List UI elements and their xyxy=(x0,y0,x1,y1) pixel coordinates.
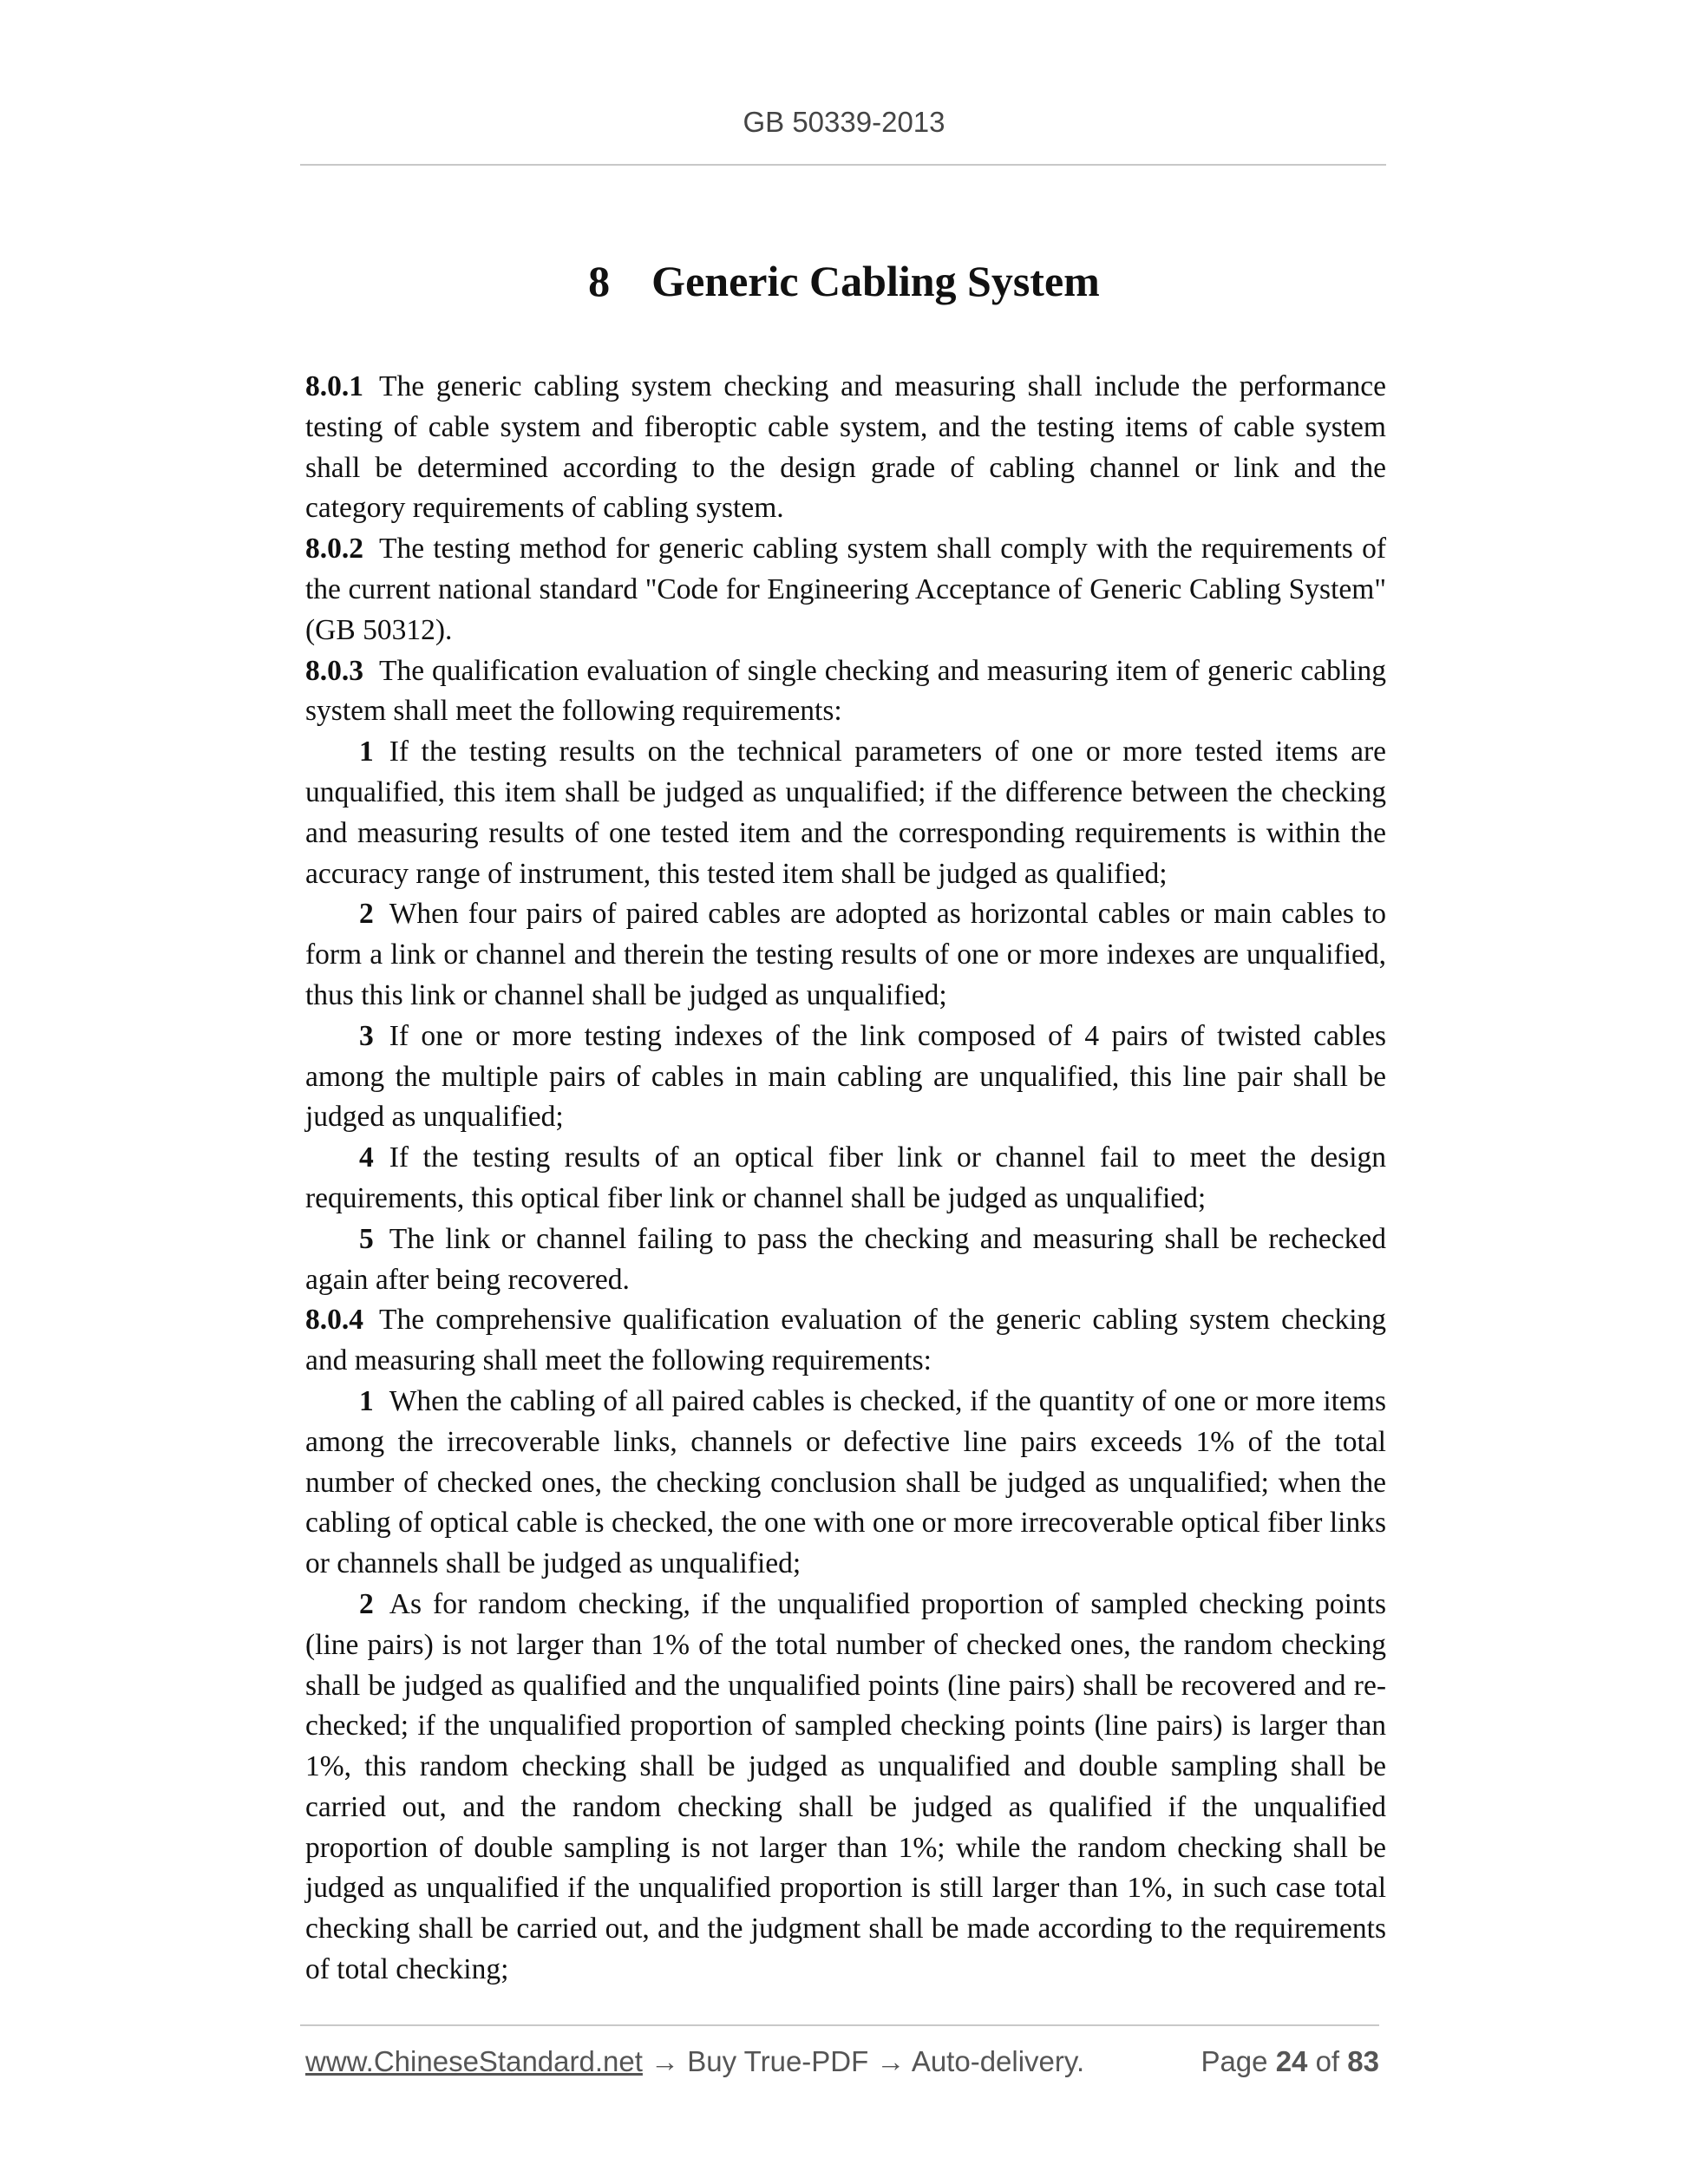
page-current: 24 xyxy=(1275,2045,1308,2077)
item-number: 4 xyxy=(359,1141,374,1174)
page-header xyxy=(0,106,1688,139)
document-id: GB 50339-2013 xyxy=(743,106,945,138)
item-text: As for random checking, if the unqualified proportion of sampled checking points (line pairs) is not larger than 1% of the total number of checked ones, the random checking shall be judged as qualified and the unqualified points (line pairs) shall be recovered and re-checked; if the unqualified proportion of sampled checking points (line pairs) is larger than 1%, this random checking shall be judged as unqualified and double sampling shall be carried out, and the random checking shall be judged as qualified if the unqualified proportion of double sampling is not larger than 1%; while the random checking shall be judged as unqualified if the unqualified proportion is still larger than 1%, in such case total checking shall be carried out, and the judgment shall be made according to the requirements of total checking; xyxy=(305,1587,1386,1986)
item-text: If the testing results on the technical parameters of one or more tested items are unqualified, this item shall be judged as unqualified; if the difference between the checking and measuring results of one tested item and the corresponding requirements is within the accuracy range of instrument, this tested item shall be judged as qualified; xyxy=(305,736,1386,890)
body-content xyxy=(305,367,1386,1991)
header-divider xyxy=(300,164,1386,166)
page-of: of xyxy=(1315,2045,1340,2077)
list-item xyxy=(305,1585,1386,1991)
list-item xyxy=(305,732,1386,894)
item-number: 2 xyxy=(359,1587,374,1620)
clause-number: 8.0.2 xyxy=(305,533,363,566)
clause-text: The qualification evaluation of single checking and measuring item of generic cabling system shall meet the following requirements: xyxy=(305,654,1386,728)
chapter-number: 8 xyxy=(588,257,611,305)
item-text: When the cabling of all paired cables is checked, if the quantity of one or more items among the irrecoverable links, channels or defective line pairs exceeds 1% of the total number of checked ones, the checking conclusion shall be judged as unqualified; when the cabling of optical cable is checked, the one with one or more irrecoverable optical fiber links or channels shall be judged as unqualified; xyxy=(305,1384,1386,1580)
list-item xyxy=(305,1220,1386,1301)
clause-number: 8.0.1 xyxy=(305,370,363,402)
page-label: Page xyxy=(1201,2045,1268,2077)
clause-text: The testing method for generic cabling system shall comply with the requirements of the current national standard "Code for Engineering Acceptance of Generic Cabling System" (GB 50312). xyxy=(305,533,1386,646)
clause-number: 8.0.3 xyxy=(305,654,363,687)
item-number: 1 xyxy=(359,1384,374,1417)
item-number: 3 xyxy=(359,1019,374,1052)
item-number: 2 xyxy=(359,898,374,931)
page-footer xyxy=(305,2045,1379,2083)
chapter-title-text: Generic Cabling System xyxy=(651,257,1100,305)
clause-text: The comprehensive qualification evaluation of the generic cabling system checking and measuring shall meet the following requirements: xyxy=(305,1304,1386,1377)
item-text: If one or more testing indexes of the link composed of 4 pairs of twisted cables among the multiple pairs of cables in main cabling are unqualified, this line pair shall be judged as unqualified; xyxy=(305,1019,1386,1134)
site-link[interactable]: www.ChineseStandard.net xyxy=(305,2045,643,2077)
page-total: 83 xyxy=(1347,2045,1379,2077)
clause-text: The generic cabling system checking and measuring shall include the performance testing of cable system and fiberoptic cable system, and the testing items of cable system shall be determined according to the design grade of cabling channel or link and the category requirements of cabling system. xyxy=(305,370,1386,525)
list-item xyxy=(305,1017,1386,1138)
clause-8-0-2 xyxy=(305,529,1386,651)
item-text: When four pairs of paired cables are adopted as horizontal cables or main cables to form a link or channel and therein the testing results of one or more indexes are unqualified, thus this link or channel shall be judged as unqualified; xyxy=(305,898,1386,1011)
list-item xyxy=(305,1382,1386,1585)
item-number: 1 xyxy=(359,736,374,768)
item-text: The link or channel failing to pass the checking and measuring shall be rechecked again after being recovered. xyxy=(305,1222,1386,1296)
footer-left xyxy=(305,2045,1084,2078)
item-text: If the testing results of an optical fiber link or channel fail to meet the design requirements, this optical fiber link or channel shall be judged as unqualified; xyxy=(305,1141,1386,1214)
clause-8-0-4 xyxy=(305,1300,1386,1382)
chapter-title xyxy=(0,256,1688,306)
list-item xyxy=(305,894,1386,1016)
footer-divider xyxy=(300,2024,1379,2026)
clause-8-0-3 xyxy=(305,651,1386,733)
item-number: 5 xyxy=(359,1222,374,1255)
list-item xyxy=(305,1138,1386,1220)
page-indicator xyxy=(1201,2045,1379,2078)
clause-number: 8.0.4 xyxy=(305,1304,363,1337)
clause-8-0-1 xyxy=(305,367,1386,529)
promo-text: → Buy True-PDF → Auto-delivery. xyxy=(651,2045,1085,2077)
